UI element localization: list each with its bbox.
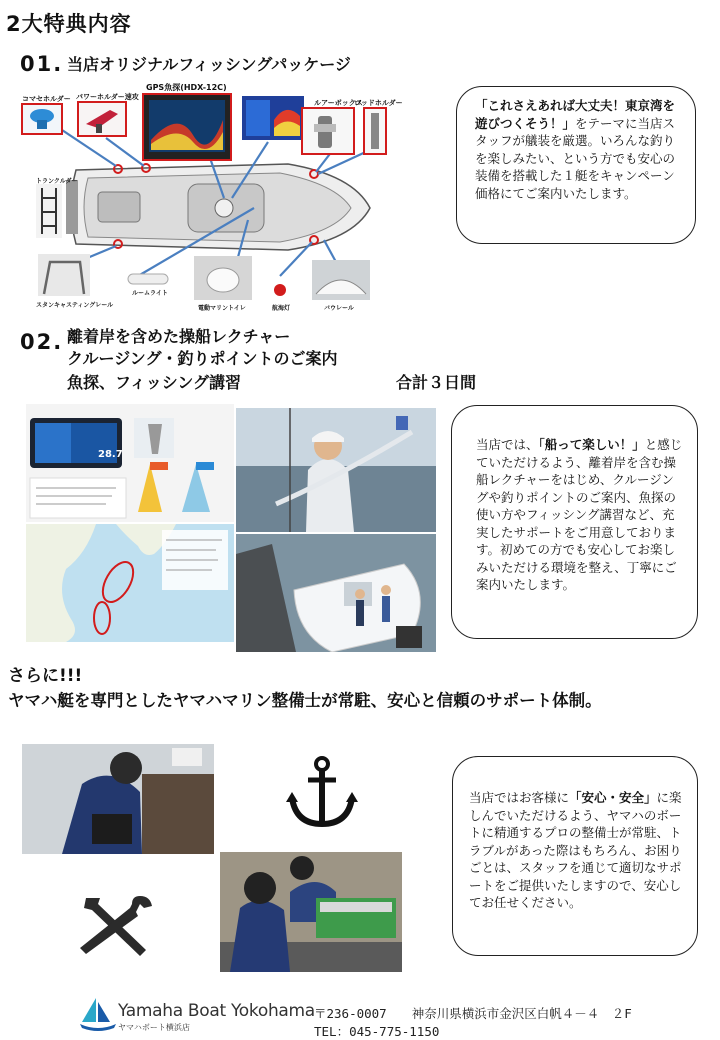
angler-photo (236, 408, 436, 532)
section2-bubble (451, 405, 698, 639)
fishfinder-lecture-image (26, 404, 234, 522)
thumb-trunk (36, 184, 62, 238)
docking-svg (236, 534, 436, 652)
thumb-stand (38, 254, 90, 296)
fishing-point-map (26, 524, 234, 642)
section3-bubble-emph: 「安心・安全」 (569, 790, 657, 805)
thumb-power (78, 102, 126, 136)
section1-bubble (456, 86, 696, 244)
thumb-gps (143, 94, 231, 160)
label-power: パワーホルダー速攻 (76, 93, 139, 101)
section3-bubble-pre: 当店ではお客様に (469, 790, 570, 805)
section2-bubble-body: と感じていただけるよう、離着岸を含む操船レクチャーをはじめ、クルージングや釣りポイントのご案内、魚探の使い方やフィッシング講習など、充実したサポートをご用意しております。初めての方でも安心してお楽しみいただける環境を整え、丁寧にご案内いたします。 (476, 437, 683, 592)
section2-bubble-emph: 「船って楽しい！」 (538, 437, 645, 452)
label-nav: 航海灯 (272, 305, 291, 312)
footer-logo-name: Yamaha Boat Yokohama (118, 1001, 315, 1021)
label-stand: スタンキャスティングレール (36, 302, 114, 309)
section2-heading-3: 魚探、フィッシング講習 (67, 373, 242, 392)
footer-address: 〒236-0007 神奈川県横浜市金沢区白帆４－４ ２F (314, 1006, 632, 1021)
page-title: 2大特典内容 (6, 12, 132, 36)
section2-number: 02. (20, 330, 64, 354)
footer-tel: TEL：045-775-1150 (314, 1024, 440, 1039)
boat-equipment-diagram (18, 80, 403, 314)
label-toilet: 電動マリントイレ (198, 305, 246, 312)
anchor-icon (284, 754, 360, 830)
section2-heading-1: 離着岸を含めた操船レクチャー (67, 327, 291, 346)
wrench-hammer-icon (76, 892, 154, 958)
footer-logo-sub: ヤマハボート横浜店 (118, 1023, 190, 1032)
docking-lecture-photo (236, 534, 436, 652)
label-bow: バウレール (324, 305, 354, 312)
map-svg (26, 524, 234, 642)
boat-helm (215, 199, 233, 217)
section1-number: 01. (20, 52, 64, 76)
thumb-toilet (194, 256, 252, 300)
thumb-bow (312, 260, 370, 300)
section3-bubble (452, 756, 698, 956)
label-trunk: トランクルダー (36, 178, 78, 185)
section3-bubble-body: に楽しんでいただけるよう、ヤマハのボートに精通するプロの整備士が常駐、トラブルがあった際はもちろん、お困りごとは、スタッフを通じて適切なサポートをご提供いたしますので、安心してお任せください。 (469, 790, 682, 910)
section1-heading: 当店オリジナルフィッシングパッケージ (67, 55, 351, 74)
thumb-room (128, 274, 168, 284)
fishfinder-screen-value: 28.7 (98, 449, 123, 460)
thumb-lure (302, 108, 354, 154)
thumb-sonar (242, 96, 304, 140)
boat-transom (66, 180, 78, 234)
yamaha-boat-logo-icon (80, 996, 116, 1032)
label-room: ルームライト (132, 290, 168, 297)
thumb-koma (22, 104, 62, 134)
section3-headline-2: ヤマハ艇を専門としたヤマハマリン整備士が常駐、安心と信頼のサポート体制。 (8, 691, 602, 710)
mechanic1-svg (22, 744, 214, 854)
boat-engine-well (98, 192, 140, 222)
angler-svg (236, 408, 436, 532)
mechanic-photo-1 (22, 744, 214, 854)
boat-diagram-svg (18, 80, 390, 314)
section3-headline-1: さらに!!! (8, 666, 83, 686)
mechanic2-svg (220, 852, 402, 972)
section1-bubble-body: をテーマに当店スタッフが艤装を厳選。いろんな釣りを楽しみたい、という方でも安心の装備を搭載した１艇をキャンペーン価格にてご案内いたします。 (475, 115, 676, 201)
label-rod: ロッドホルダー (354, 99, 403, 107)
mechanic-photo-2 (220, 852, 402, 972)
label-koma: コマセホルダー (22, 95, 71, 103)
section2-total: 合計３日間 (396, 373, 477, 392)
section2-heading-2: クルージング・釣りポイントのご案内 (67, 349, 338, 368)
section2-bubble-pre: 当店では、 (476, 437, 539, 452)
thumb-nav (272, 280, 288, 300)
thumb-rod (364, 108, 386, 154)
fishfinder-svg (26, 404, 234, 522)
label-gps: GPS魚探(HDX-12C) (146, 83, 227, 92)
section1-bubble-lead: 「これさえあれば大丈夫！東京湾を遊びつくそう！」 (475, 98, 676, 131)
label-lure: ルアーボックス (314, 99, 363, 107)
